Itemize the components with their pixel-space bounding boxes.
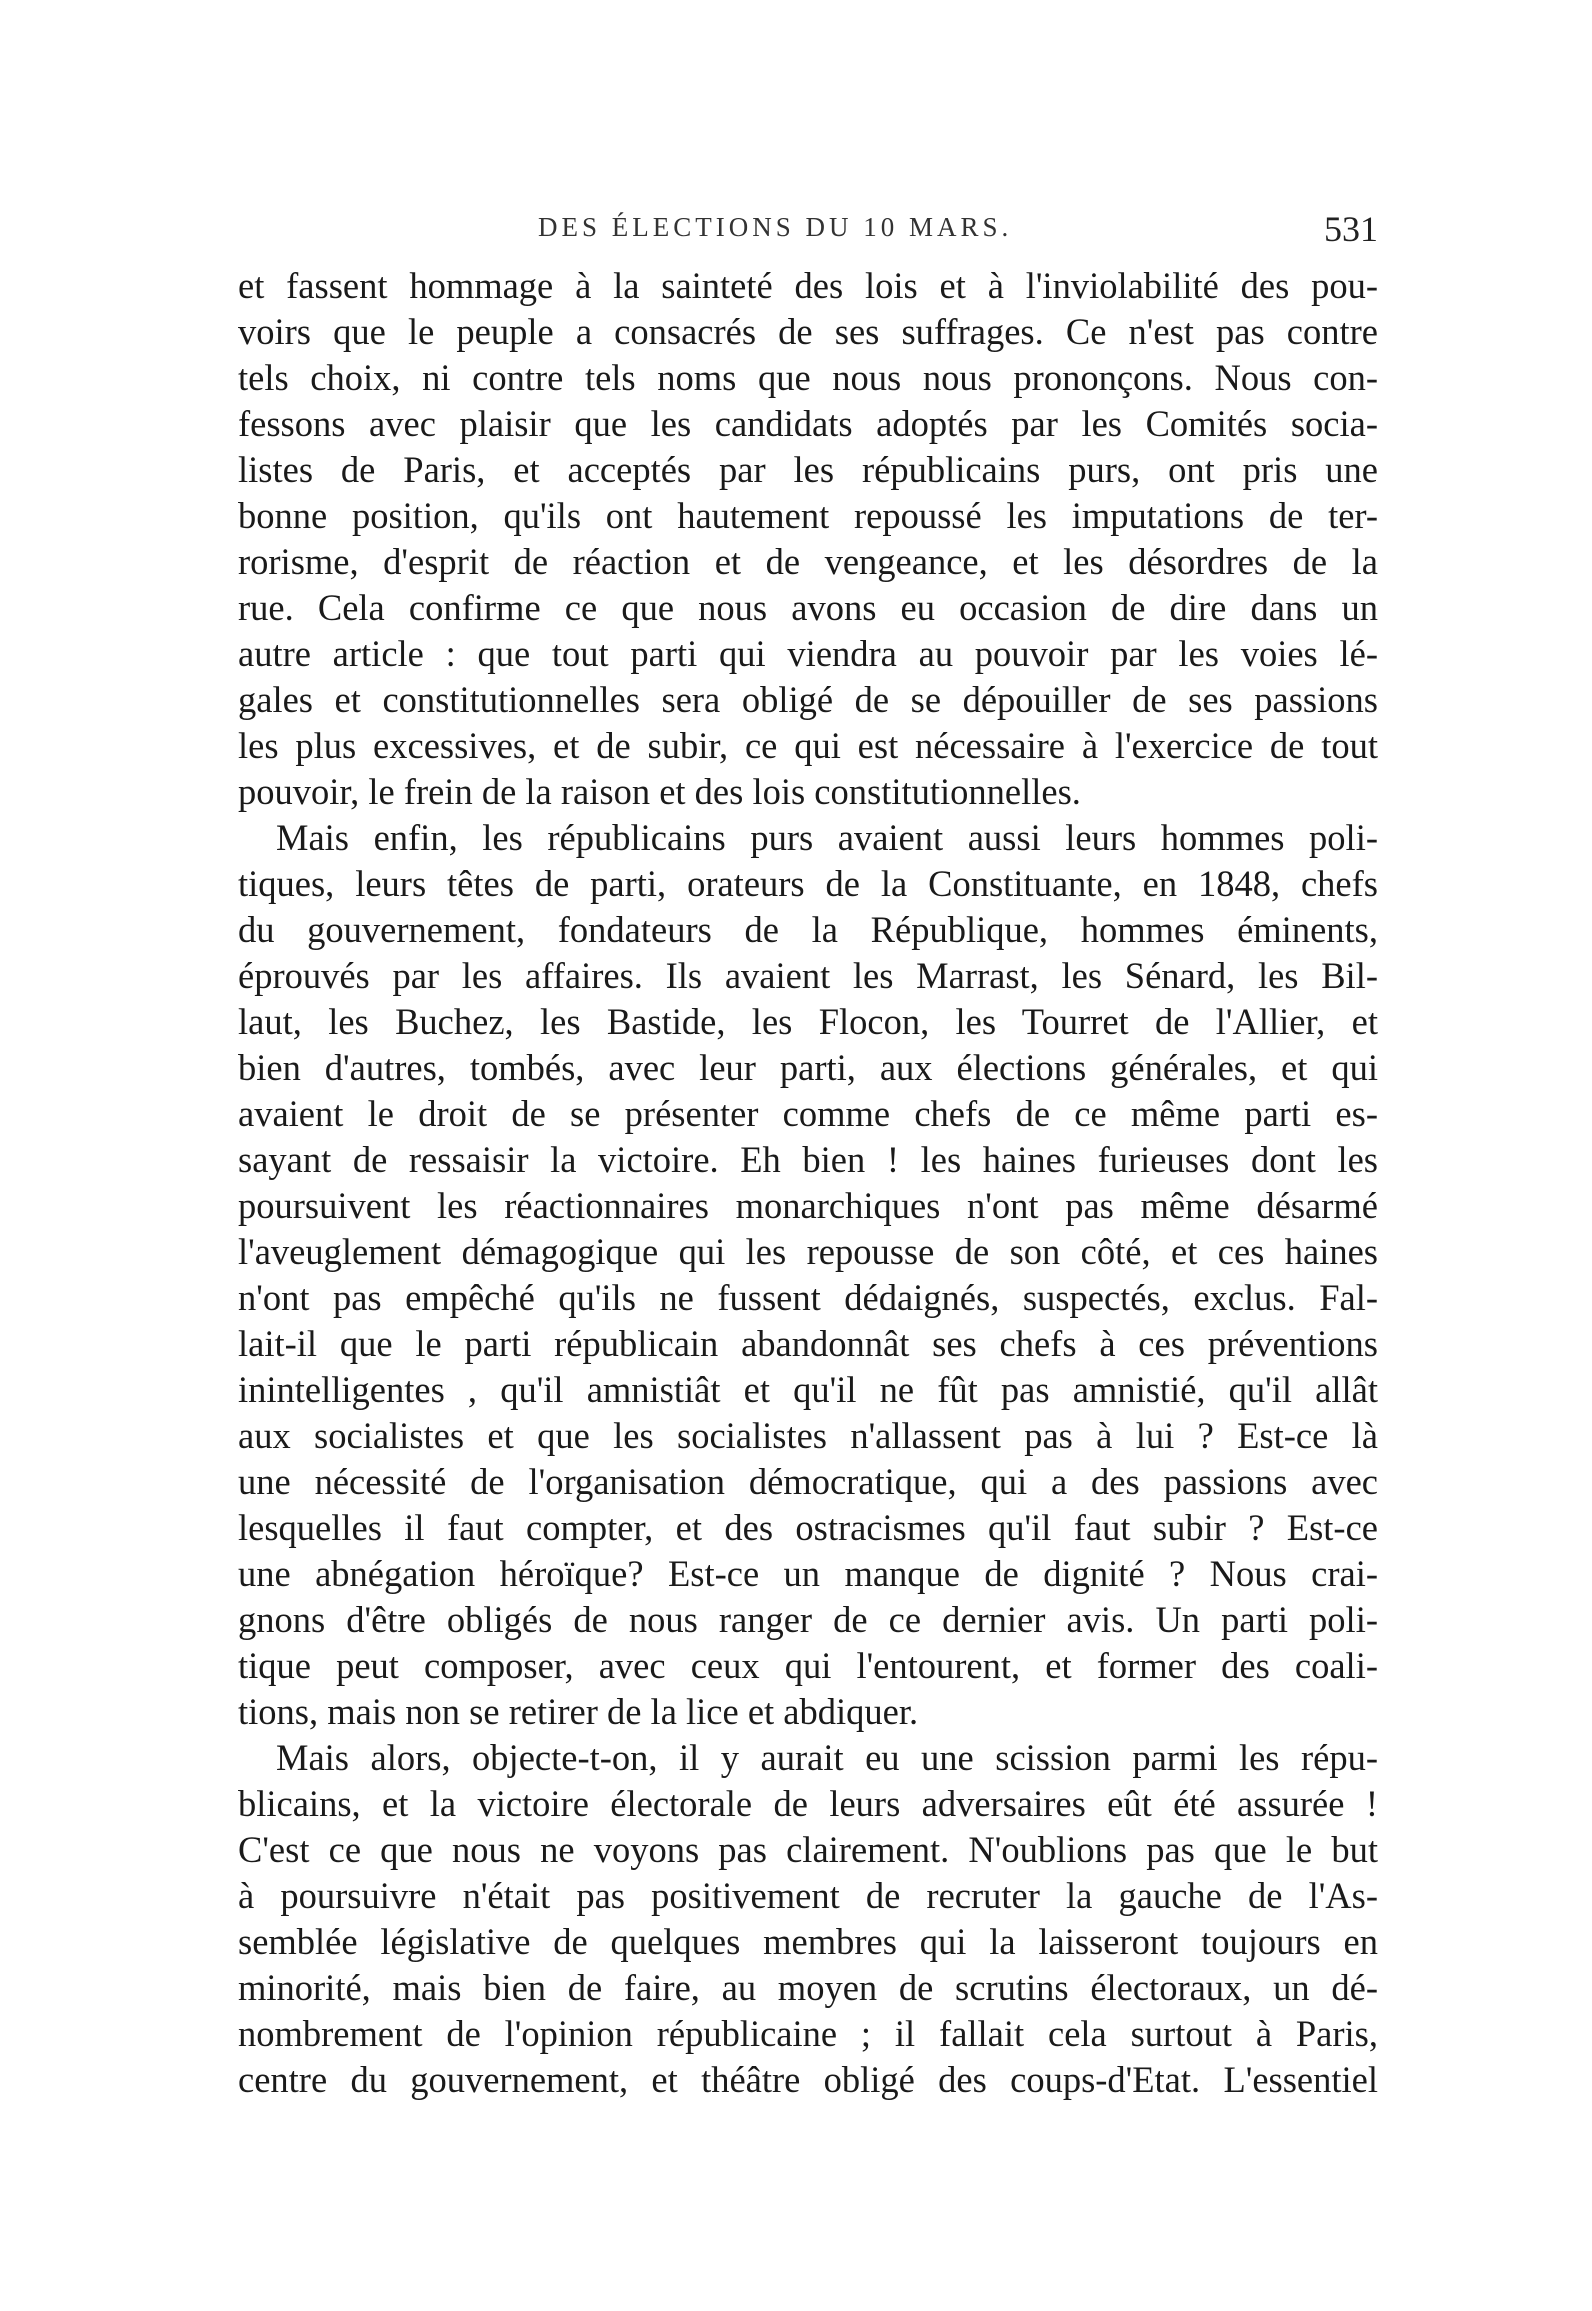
text-line: sayant de ressaisir la victoire. Eh bien ! les haines furieuses dont les — [238, 1139, 1378, 1180]
text-line: aux socialistes et que les socialistes n'allassent pas à lui ? Est-ce là — [238, 1415, 1378, 1456]
text-line: tels choix, ni contre tels noms que nous nous prononçons. Nous con- — [238, 357, 1378, 398]
text-line: gales et constitutionnelles sera obligé de se dépouiller de ses passions — [238, 679, 1378, 720]
text-line: inintelligentes , qu'il amnistiât et qu'il ne fût pas amnistié, qu'il allât — [238, 1369, 1378, 1410]
paragraph-end-line: tions, mais non se retirer de la lice et abdiquer. — [238, 1691, 919, 1732]
running-title: DES ÉLECTIONS DU 10 MARS. — [538, 212, 1013, 242]
text-line: tiques, leurs têtes de parti, orateurs de la Constituante, en 1848, chefs — [238, 863, 1378, 904]
paragraph-end-line: pouvoir, le frein de la raison et des lois constitutionnelles. — [238, 771, 1081, 812]
text-line: centre du gouvernement, et théâtre obligé des coups-d'Etat. L'essentiel — [238, 2059, 1378, 2100]
paragraph-start-line: Mais alors, objecte-t-on, il y aurait eu une scission parmi les répu- — [276, 1737, 1378, 1778]
text-line: n'ont pas empêché qu'ils ne fussent dédaignés, suspectés, exclus. Fal- — [238, 1277, 1378, 1318]
text-line: semblée législative de quelques membres qui la laisseront toujours en — [238, 1921, 1378, 1962]
text-line: minorité, mais bien de faire, au moyen de scrutins électoraux, un dé- — [238, 1967, 1378, 2008]
text-line: rue. Cela confirme ce que nous avons eu occasion de dire dans un — [238, 587, 1378, 628]
text-line: blicains, et la victoire électorale de leurs adversaires eût été assurée ! — [238, 1783, 1378, 1824]
page-number: 531 — [1324, 209, 1378, 249]
paragraph-start-line: Mais enfin, les républicains purs avaient aussi leurs hommes poli- — [276, 817, 1378, 858]
text-line: nombrement de l'opinion républicaine ; il fallait cela surtout à Paris, — [238, 2013, 1378, 2054]
text-line: laut, les Buchez, les Bastide, les Flocon, les Tourret de l'Allier, et — [238, 1001, 1378, 1042]
text-line: lait-il que le parti républicain abandonnât ses chefs à ces préventions — [238, 1323, 1378, 1364]
text-line: C'est ce que nous ne voyons pas clairement. N'oublions pas que le but — [238, 1829, 1378, 1870]
body-text — [238, 263, 1378, 2103]
text-line: autre article : que tout parti qui viendra au pouvoir par les voies lé- — [238, 633, 1378, 674]
text-line: bonne position, qu'ils ont hautement repoussé les imputations de ter- — [238, 495, 1378, 536]
text-line: une abnégation héroïque? Est-ce un manque de dignité ? Nous crai- — [238, 1553, 1378, 1594]
text-line: rorisme, d'esprit de réaction et de vengeance, et les désordres de la — [238, 541, 1378, 582]
text-line: avaient le droit de se présenter comme chefs de ce même parti es- — [238, 1093, 1378, 1134]
text-line: les plus excessives, et de subir, ce qui est nécessaire à l'exercice de tout — [238, 725, 1378, 766]
text-line: et fassent hommage à la sainteté des lois et à l'inviolabilité des pou- — [238, 265, 1378, 306]
text-line: du gouvernement, fondateurs de la République, hommes éminents, — [238, 909, 1378, 950]
text-line: une nécessité de l'organisation démocratique, qui a des passions avec — [238, 1461, 1378, 1502]
text-line: l'aveuglement démagogique qui les repousse de son côté, et ces haines — [238, 1231, 1378, 1272]
text-line: poursuivent les réactionnaires monarchiques n'ont pas même désarmé — [238, 1185, 1378, 1226]
text-line: lesquelles il faut compter, et des ostracismes qu'il faut subir ? Est-ce — [238, 1507, 1378, 1548]
text-line: gnons d'être obligés de nous ranger de ce dernier avis. Un parti poli- — [238, 1599, 1378, 1640]
text-line: à poursuivre n'était pas positivement de recruter la gauche de l'As- — [238, 1875, 1378, 1916]
text-line: fessons avec plaisir que les candidats adoptés par les Comités socia- — [238, 403, 1378, 444]
text-line: tique peut composer, avec ceux qui l'entourent, et former des coali- — [238, 1645, 1378, 1686]
text-line: bien d'autres, tombés, avec leur parti, aux élections générales, et qui — [238, 1047, 1378, 1088]
text-line: éprouvés par les affaires. Ils avaient les Marrast, les Sénard, les Bil- — [238, 955, 1378, 996]
text-line: voirs que le peuple a consacrés de ses suffrages. Ce n'est pas contre — [238, 311, 1378, 352]
text-line: listes de Paris, et acceptés par les républicains purs, ont pris une — [238, 449, 1378, 490]
running-head — [238, 209, 1378, 258]
